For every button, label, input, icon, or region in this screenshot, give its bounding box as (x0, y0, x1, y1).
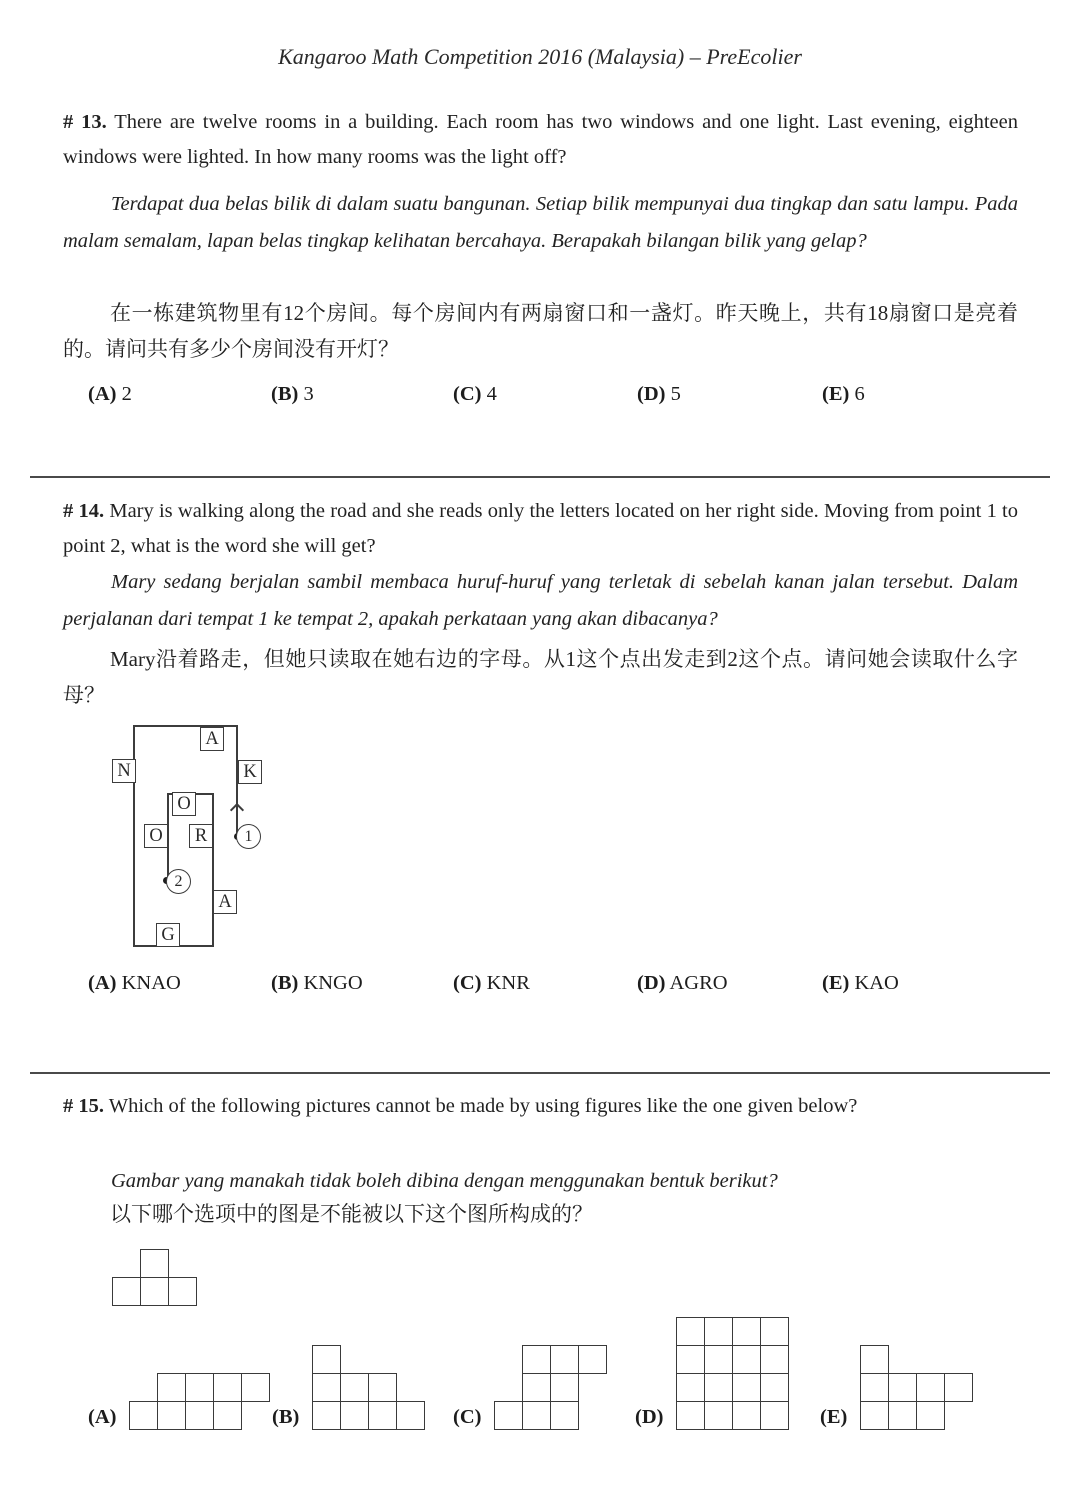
grid-cell (944, 1373, 973, 1402)
grid-cell (550, 1345, 579, 1374)
grid-cell (676, 1373, 705, 1402)
q13-option-c (453, 383, 497, 406)
grid-cell (340, 1373, 369, 1402)
q14-option-a-label: (A) (88, 972, 117, 994)
q13-option-d (637, 383, 681, 406)
grid-cell (157, 1373, 186, 1402)
grid-cell (550, 1401, 579, 1430)
grid-cell (888, 1401, 917, 1430)
grid-cell (312, 1373, 341, 1402)
grid-cell (168, 1277, 197, 1306)
q14-options-row (0, 972, 1080, 1006)
q13-option-b (271, 383, 314, 406)
q15-option-a-label: (A) (88, 1406, 117, 1428)
grid-cell (312, 1401, 341, 1430)
grid-cell (396, 1401, 425, 1430)
q15-option-c-figure (494, 1345, 607, 1430)
road-diagram (110, 724, 275, 956)
grid-cell (112, 1277, 141, 1306)
grid-cell (732, 1373, 761, 1402)
page-title: Kangaroo Math Competition 2016 (Malaysia) – PreEcolier (278, 44, 802, 69)
grid-cell (732, 1317, 761, 1346)
point-2-marker: 2 (166, 869, 191, 894)
grid-cell (860, 1373, 889, 1402)
q14-option-e (822, 972, 899, 995)
letter-box-a-top: A (200, 727, 224, 751)
q15-option-b (272, 1345, 425, 1430)
grid-cell (676, 1401, 705, 1430)
grid-cell (760, 1401, 789, 1430)
q13-text-chinese: 在一栋建筑物里有12个房间。每个房间内有两扇窗口和一盏灯。昨天晚上，共有18扇窗口是亮着的。请问共有多少个房间没有开灯？ (63, 301, 1018, 361)
grid-cell (157, 1401, 186, 1430)
q14-text-english (63, 494, 1018, 564)
q14-option-b-value: KNGO (303, 972, 363, 994)
grid-cell (704, 1373, 733, 1402)
letter-box-k: K (238, 760, 262, 784)
q13-option-b-value: 3 (303, 383, 314, 405)
q13-option-e (822, 383, 865, 406)
grid-cell (213, 1373, 242, 1402)
q15-text-english (63, 1089, 1018, 1124)
q15-option-e-figure (860, 1345, 973, 1430)
q15-option-e (820, 1345, 973, 1430)
q14-option-b (271, 972, 363, 995)
q15-option-e-label: (E) (820, 1406, 848, 1428)
q14-option-d (637, 972, 728, 995)
grid-cell (340, 1401, 369, 1430)
q14-english: Mary is walking along the road and she reads only the letters located on her right side. Moving from point 1 to point 2, what is the word she will get? (63, 500, 1018, 557)
q15-english: Which of the following pictures cannot be made by using figures like the one given below? (108, 1095, 858, 1117)
q14-text-malay: Mary sedang berjalan sambil membaca huruf-huruf yang terletak di sebelah kanan jalan tersebut. Dalam perjalanan dari tempat 1 ke tempat 2, apakah perkataan yang akan dibacanya? (63, 571, 1018, 630)
q15-text-malay: Gambar yang manakah tidak boleh dibina dengan menggunakan bentuk berikut? (111, 1170, 778, 1192)
q15-option-c-label: (C) (453, 1406, 482, 1428)
q13-number: # 13. (63, 111, 107, 133)
grid-cell (732, 1345, 761, 1374)
q15-number: # 15. (63, 1095, 104, 1117)
q14-option-c-label: (C) (453, 972, 482, 994)
q13-option-d-label: (D) (637, 383, 666, 405)
grid-cell (241, 1373, 270, 1402)
q15-option-a (88, 1373, 270, 1430)
q13-option-e-value: 6 (854, 383, 865, 405)
letter-box-r: R (189, 824, 213, 848)
grid-cell (578, 1345, 607, 1374)
q13-option-c-value: 4 (486, 383, 497, 405)
q15-option-d-figure (676, 1317, 789, 1430)
q13-option-e-label: (E) (822, 383, 850, 405)
grid-cell (185, 1401, 214, 1430)
q13-option-c-label: (C) (453, 383, 482, 405)
q13-text-english (63, 105, 1018, 175)
grid-cell (140, 1249, 169, 1278)
road-edge-inner-right (212, 793, 214, 947)
q14-option-d-label: (D) (637, 972, 666, 994)
q13-option-a-value: 2 (121, 383, 132, 405)
q14-text-chinese: Mary沿着路走，但她只读取在她右边的字母。从1这个点出发走到2这个点。请问她会读取什么字母？ (63, 647, 1018, 707)
grid-cell (860, 1345, 889, 1374)
grid-cell (760, 1345, 789, 1374)
grid-cell (522, 1373, 551, 1402)
q15-option-d (635, 1317, 789, 1430)
grid-cell (522, 1401, 551, 1430)
grid-cell (916, 1401, 945, 1430)
section-divider (30, 1072, 1050, 1074)
q15-option-b-figure (312, 1345, 425, 1430)
letter-box-o-upper: O (172, 792, 196, 816)
q15-option-d-label: (D) (635, 1406, 664, 1428)
grid-cell (704, 1317, 733, 1346)
q14-number: # 14. (63, 500, 105, 522)
grid-cell (676, 1317, 705, 1346)
given-figure (112, 1249, 197, 1306)
grid-cell (760, 1373, 789, 1402)
q14-option-e-value: KAO (854, 972, 899, 994)
section-divider (30, 476, 1050, 478)
q14-option-a (88, 972, 181, 995)
letter-box-g: G (156, 923, 180, 947)
q15-option-a-figure (129, 1373, 270, 1430)
grid-cell (676, 1345, 705, 1374)
letter-box-a-lower: A (213, 890, 237, 914)
q14-option-c-value: KNR (486, 972, 530, 994)
q15-text-chinese: 以下哪个选项中的图是不能被以下这个图所构成的？ (110, 1202, 593, 1226)
q14-option-a-value: KNAO (121, 972, 181, 994)
arrow-up-icon (230, 803, 244, 817)
q14-option-b-label: (B) (271, 972, 299, 994)
grid-cell (860, 1401, 889, 1430)
grid-cell (213, 1401, 242, 1430)
q13-option-b-label: (B) (271, 383, 299, 405)
q13-options-row (0, 383, 1080, 417)
q15-option-c (453, 1345, 607, 1430)
q13-option-a-label: (A) (88, 383, 117, 405)
grid-cell (522, 1345, 551, 1374)
q13-english: There are twelve rooms in a building. Each room has two windows and one light. Last evening, eighteen windows were lighted. In how many rooms was the light off? (63, 111, 1019, 168)
grid-cell (368, 1373, 397, 1402)
grid-cell (368, 1401, 397, 1430)
q15-option-b-label: (B) (272, 1406, 300, 1428)
point-1-marker: 1 (236, 824, 261, 849)
q13-text-malay: Terdapat dua belas bilik di dalam suatu bangunan. Setiap bilik mempunyai dua tingkap dan satu lampu. Pada malam semalam, lapan belas tingkap kelihatan bercahaya. Berapakah bilangan bilik yang gelap? (63, 193, 1018, 252)
grid-cell (732, 1401, 761, 1430)
grid-cell (140, 1277, 169, 1306)
grid-cell (312, 1345, 341, 1374)
grid-cell (129, 1401, 158, 1430)
letter-box-o-left: O (144, 824, 168, 848)
letter-box-n: N (112, 759, 136, 783)
grid-cell (888, 1373, 917, 1402)
grid-cell (760, 1317, 789, 1346)
grid-cell (494, 1401, 523, 1430)
grid-cell (550, 1373, 579, 1402)
q13-option-d-value: 5 (670, 383, 681, 405)
q14-option-c (453, 972, 530, 995)
q14-option-e-label: (E) (822, 972, 850, 994)
grid-cell (704, 1345, 733, 1374)
q13-option-a (88, 383, 132, 406)
q14-option-d-value: AGRO (669, 972, 728, 994)
grid-cell (916, 1373, 945, 1402)
grid-cell (704, 1401, 733, 1430)
grid-cell (185, 1373, 214, 1402)
